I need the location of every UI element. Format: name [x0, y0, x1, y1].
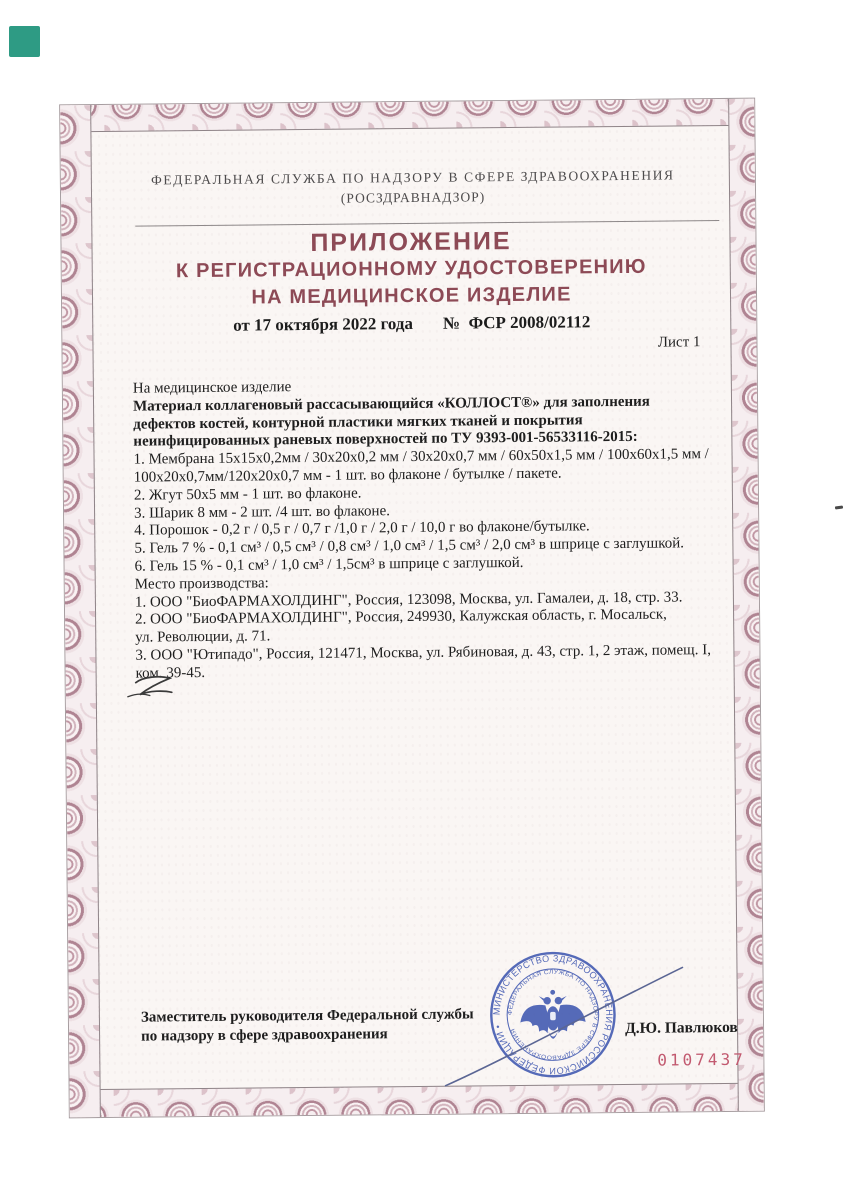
- issuer-short-name: (РОСЗДРАВНАДЗОР): [340, 189, 486, 206]
- issuer-name: ФЕДЕРАЛЬНАЯ СЛУЖБА ПО НАДЗОРУ В СФЕРЕ ЗДРАВООХРАНЕНИЯ: [151, 167, 675, 188]
- issue-date: от 17 октября 2022 года: [233, 313, 414, 335]
- document-text-line: 5. Гель 7 % - 0,1 см³ / 0,5 см³ / 0,8 см³ / 1,0 см³ / 1,5 см³ / 2,0 см³ в шприце с заглушкой.: [134, 535, 685, 557]
- document-title-line3: НА МЕДИЦИНСКОЕ ИЗДЕЛИЕ: [251, 283, 572, 309]
- scan-color-marker: [9, 26, 40, 57]
- sheet-number: Лист 1: [657, 334, 701, 351]
- handwritten-mark: [126, 670, 178, 702]
- document-text-line: дефектов костей, контурной пластики мягких тканей и покрытия: [133, 411, 583, 433]
- document-text-line: 2. Жгут 50х5 мм - 1 шт. во флаконе.: [133, 485, 362, 504]
- document-text-line: 1. ООО "БиоФАРМАХОЛДИНГ", Россия, 123098, Москва, ул. Гамалеи, д. 18, стр. 33.: [134, 588, 683, 611]
- signer-title-line2: по надзору в сфере здравоохранения: [141, 1026, 388, 1045]
- document-text-line: 2. ООО "БиоФАРМАХОЛДИНГ", Россия, 249930, Калужская область, г. Мосальск,: [135, 606, 667, 629]
- document-text-line: ком. 39-45.: [135, 664, 206, 682]
- document-text-line: Материал коллагеновый рассасывающийся «КОЛЛОСТ®» для заполнения: [132, 393, 650, 415]
- document-text-line: 100х20х0,7мм/120х20х0,7 мм - 1 шт. во флаконе / бутылке / пакете.: [133, 465, 562, 486]
- document-title-line2: К РЕГИСТРАЦИОННОМУ УДОСТОВЕРЕНИЮ: [175, 255, 647, 283]
- document-text-line: Место производства:: [134, 575, 269, 593]
- document-text-line: 6. Гель 15 % - 0,1 см³ / 1,0 см³ / 1,5см³ в шприце с заглушкой.: [134, 554, 524, 575]
- document-title: ПРИЛОЖЕНИЕ: [310, 227, 512, 257]
- certificate-page: [59, 98, 765, 1119]
- scan-edge-artifact: [835, 505, 843, 509]
- signer-name: Д.Ю. Павлюков: [624, 1018, 738, 1037]
- document-text-line: 3. Шарик 8 мм - 2 шт. /4 шт. во флаконе.: [134, 502, 391, 522]
- signer-title-line1: Заместитель руководителя Федеральной службы: [140, 1006, 474, 1026]
- stamp-ring-text: МИНИСТЕРСТВО ЗДРАВООХРАНЕНИЯ РОССИЙСКОЙ ФЕДЕРАЦИИ •: [491, 953, 615, 1076]
- form-serial-number: 0107437: [657, 1049, 746, 1070]
- signature-stroke: [438, 959, 689, 1091]
- document-text-line: ул. Революции, д. 71.: [135, 628, 271, 646]
- document-text-line: 3. ООО "Ютипадо", Россия, 121471, Москва, ул. Рябиновая, д. 43, стр. 1, 2 этаж, помещ. I,: [135, 642, 712, 664]
- document-text-line: 4. Порошок - 0,2 г / 0,5 г / 0,7 г /1,0 г / 2,0 г / 10,0 г во флаконе/бутылке.: [134, 518, 590, 540]
- document-text-line: На медицинское изделие: [132, 379, 292, 397]
- date-and-number-line: [92, 311, 731, 337]
- number-sign: №: [442, 313, 461, 333]
- registration-number: ФСР 2008/02112: [468, 312, 591, 333]
- stamp-inner-text: ФЕДЕРАЛЬНАЯ СЛУЖБА ПО НАДЗОРУ В СФЕРЕ ЗДРАВООХРАНЕНИЯ: [507, 969, 599, 1060]
- document-text-line: 1. Мембрана 15х15х0,2мм / 30х20х0,2 мм / 30х20х0,7 мм / 60х50х1,5 мм / 100х60х1,5 мм /: [133, 446, 709, 468]
- guilloche-border-top: [60, 99, 754, 133]
- document-body: [133, 375, 736, 683]
- document-text-line: неинфицированных раневых поверхностей по ТУ 9393-001-56533116-2015:: [133, 429, 638, 451]
